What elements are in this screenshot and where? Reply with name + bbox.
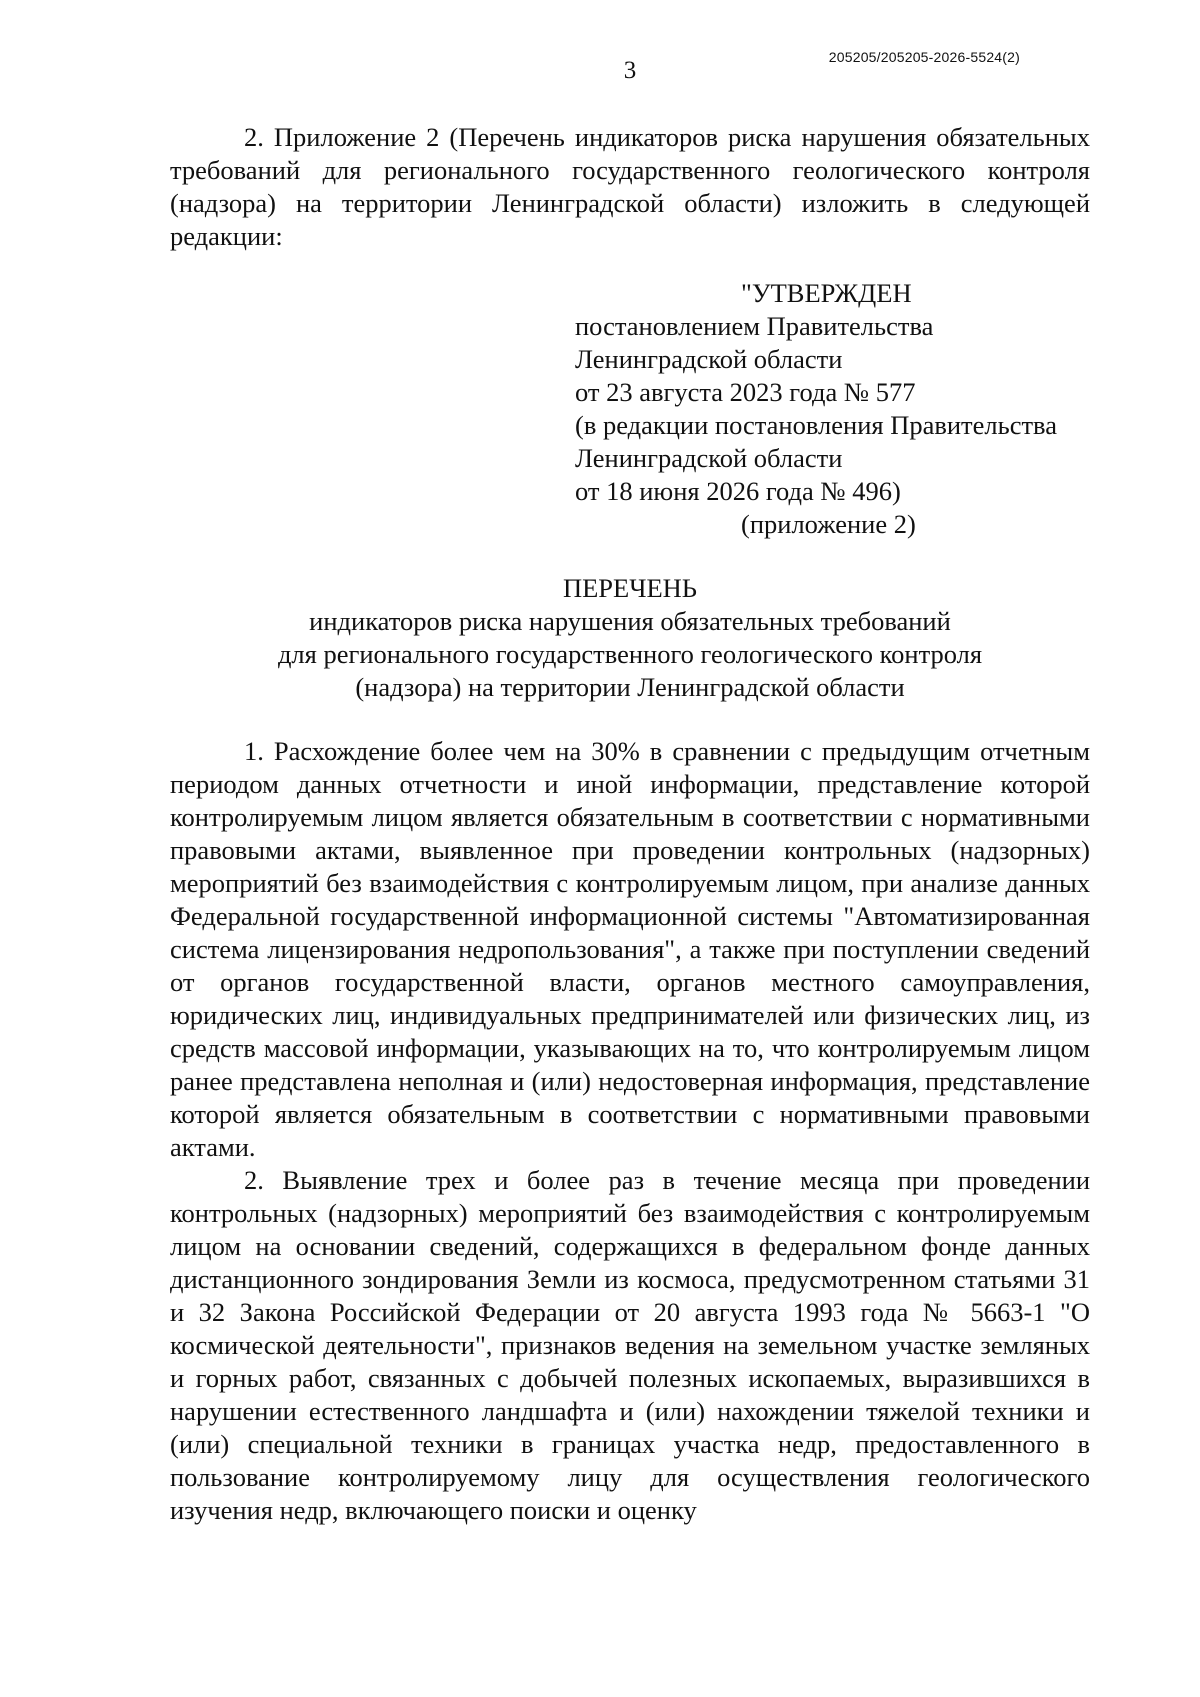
approval-line: (приложение 2) — [741, 509, 916, 539]
approval-line: Ленинградской области — [575, 344, 843, 374]
heading-subtitle-line: (надзора) на территории Ленинградской области — [355, 672, 905, 702]
document-heading — [170, 572, 1090, 704]
heading-title: ПЕРЕЧЕНЬ — [562, 573, 697, 603]
approval-line: от 23 августа 2023 года № 577 — [575, 377, 916, 407]
heading-subtitle-line: индикаторов риска нарушения обязательных требований — [309, 606, 951, 636]
intro-paragraph: 2. Приложение 2 (Перечень индикаторов риска нарушения обязательных требований для регионального государственного геологического контроля (надзора) на территории Ленинградской области) изложить в следующей редакции: — [170, 122, 1090, 251]
list-item: 1. Расхождение более чем на 30% в сравнении с предыдущим отчетным периодом данных отчетности и иной информации, представление которой контролируемым лицом является обязательным в соответствии с нормативными правовыми актами, выявленное при проведении контрольных (надзорных) мероприятий без взаимодействия с контролируемым лицом, при анализе данных Федеральной государственной информационной системы "Автоматизированная система лицензирования недропользования", а также при поступлении сведений от органов государственной власти, органов местного самоуправления, юридических лиц, индивидуальных предпринимателей или физических лиц, из средств массовой информации, указывающих на то, что контролируемым лицом ранее представлена неполная и (или) недостоверная информация, представление которой является обязательным в соответствии с нормативными правовыми актами. — [170, 736, 1090, 1162]
approval-line: (в редакции постановления Правительства — [575, 410, 1057, 440]
document-code: 205205/205205-2026-5524(2) — [828, 49, 1020, 65]
list-item: 2. Выявление трех и более раз в течение месяца при проведении контрольных (надзорных) мероприятий без взаимодействия с контролируемым лицом на основании сведений, содержащихся в федеральном фонде данных дистанционного зондирования Земли из космоса, предусмотренном статьями 31 и 32 Закона Российской Федерации от 20 августа 1993 года № 5663-1 "О космической деятельности", признаков ведения на земельном участке земляных и горных работ, связанных с добычей полезных ископаемых, выразившихся в нарушении естественного ландшафта и (или) нахождении тяжелой техники и (или) специальной техники в границах участка недр, предоставленного в пользование контролируемому лицу для осуществления геологического изучения недр, включающего поиски и оценку — [170, 1165, 1090, 1525]
heading-subtitle-line: для регионального государственного геологического контроля — [277, 639, 983, 669]
approval-stamp — [575, 277, 1115, 541]
approval-title: "УТВЕРЖДЕН — [741, 278, 912, 308]
page-number: 3 — [623, 57, 637, 84]
approval-line: от 18 июня 2026 года № 496) — [575, 476, 901, 506]
approval-line: Ленинградской области — [575, 443, 843, 473]
document-body — [170, 735, 1090, 1527]
intro-section — [170, 121, 1090, 253]
approval-line: постановлением Правительства — [575, 311, 934, 341]
